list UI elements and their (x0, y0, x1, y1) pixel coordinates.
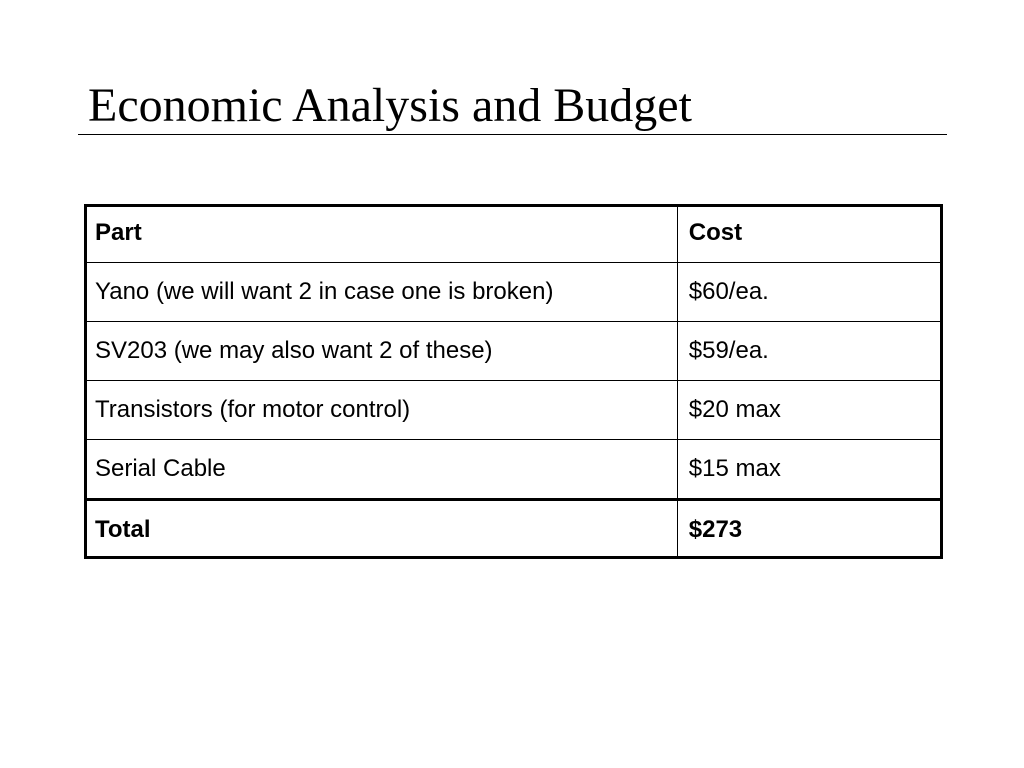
cost-cell: $15 max (677, 440, 941, 500)
header-cost: Cost (677, 204, 941, 263)
table-row (84, 440, 941, 500)
part-cell: Transistors (for motor control) (84, 381, 677, 440)
cost-cell: $20 max (677, 381, 941, 440)
total-label: Total (84, 500, 677, 560)
table-row (84, 322, 941, 381)
part-cell: SV203 (we may also want 2 of these) (84, 322, 677, 381)
part-cell: Yano (we will want 2 in case one is broken) (84, 263, 677, 322)
budget-table (84, 204, 941, 559)
table-row (84, 263, 941, 322)
table-row (84, 381, 941, 440)
cost-cell: $60/ea. (677, 263, 941, 322)
table-total-row (84, 500, 941, 560)
header-part: Part (84, 204, 677, 263)
slide-title: Economic Analysis and Budget (88, 79, 692, 132)
cost-cell: $59/ea. (677, 322, 941, 381)
table-header-row (84, 204, 941, 263)
total-cost: $273 (688, 516, 743, 543)
part-cell: Serial Cable (84, 440, 677, 500)
title-underline (78, 134, 947, 135)
